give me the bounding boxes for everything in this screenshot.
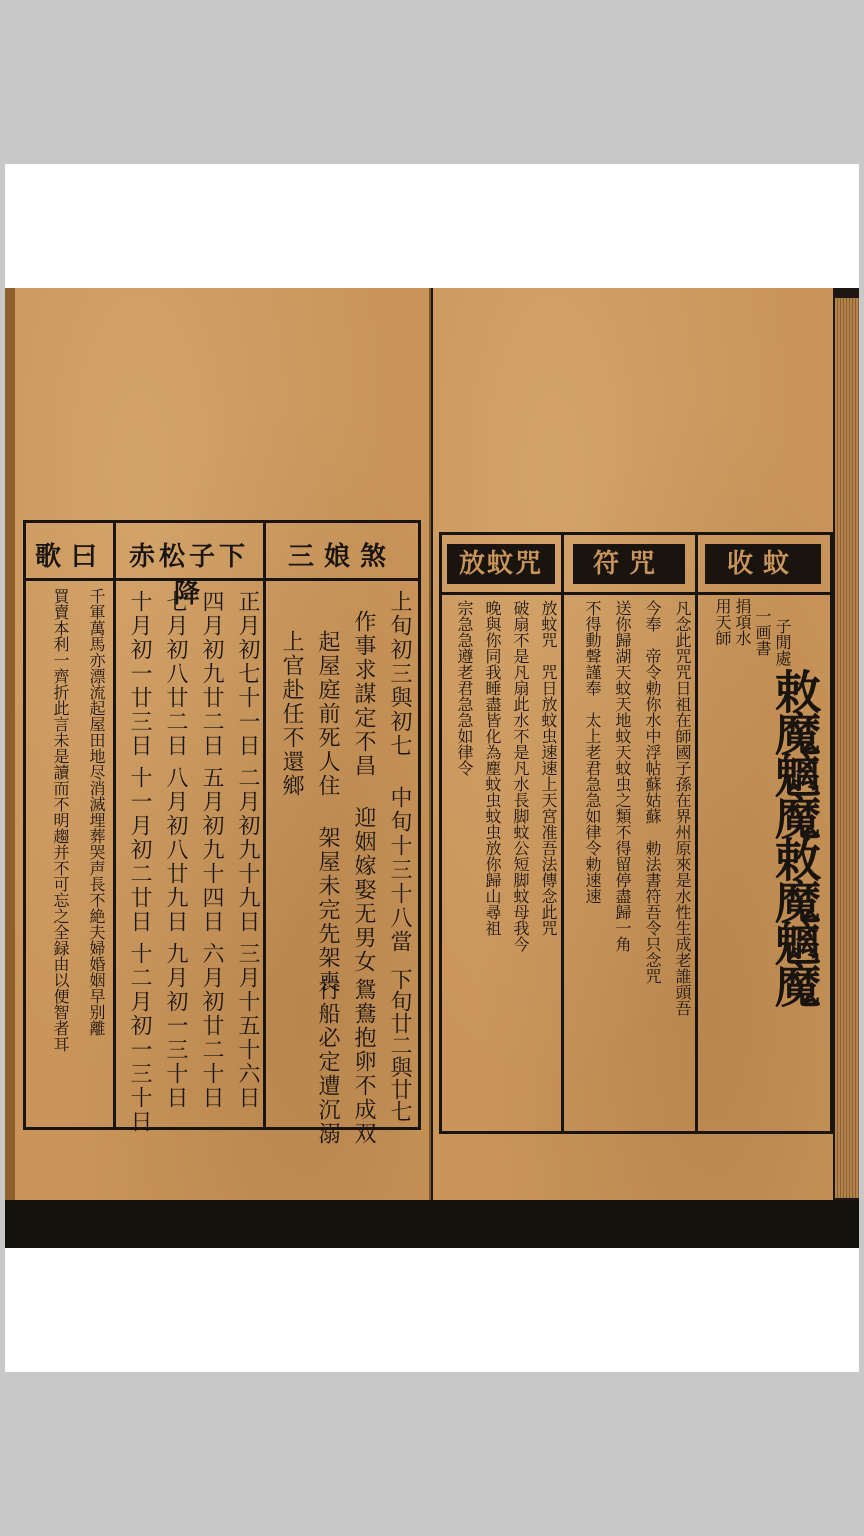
book-scan — [5, 288, 859, 1248]
talisman-note: 一画書 — [753, 608, 772, 656]
scan-shadow — [5, 1200, 859, 1248]
text-column: 破扇不是凡扇此水不是凡水長脚蚊公短脚蚊母我今 — [511, 600, 530, 952]
text-column: 作事求謀定不昌 — [351, 610, 376, 778]
talisman-area — [705, 598, 823, 1122]
text-column: 不得動聲謹奉 太上老君急急如律令勅速速 — [583, 600, 602, 904]
text-column: 千軍萬馬亦漂流起屋田地尽消滅埋葬哭声長不絶夫婦婚姻早别離 — [87, 588, 106, 1036]
text-column: 行船必定遭沉溺 — [315, 978, 340, 1146]
header-shouwen: 收蚊 — [705, 544, 821, 584]
bottom-margin — [5, 1248, 859, 1372]
text-column: 八月初八廿九日 — [163, 766, 188, 934]
text-column: 中旬十三十八當 — [387, 786, 412, 954]
text-column: 送你歸湖天蚊天地蚊天蚊虫之類不得留停盡歸一角 — [613, 600, 632, 952]
talisman-note: 用天師 — [713, 598, 732, 646]
text-column: 十二月初一三十日 — [127, 942, 152, 1134]
text-column: 下旬廿二與廿七 — [387, 968, 412, 1122]
header-song: 歌曰 — [34, 542, 107, 572]
text-column: 六月初廿二十日 — [199, 942, 224, 1110]
text-column: 鴛鴦抱卵不成双 — [351, 978, 376, 1146]
column-divider — [695, 532, 698, 1131]
talisman-glyphs: 敕魔魑魔敕魔魑魔 — [768, 668, 822, 1004]
text-column: 二月初九十九日 — [235, 766, 260, 934]
header-fuzhou: 符咒 — [573, 544, 685, 584]
text-column: 十一月初二廿日 — [127, 766, 152, 934]
text-column: 上官赴任不還鄉 — [279, 630, 304, 798]
top-margin — [5, 164, 859, 288]
song-text — [29, 588, 111, 1122]
header-sanniang: 三娘煞 — [287, 542, 396, 572]
column-divider — [113, 520, 116, 1127]
text-column: 今奉 帝令勅你水中浮帖蘇姑蘇 勅法書符吾令只念咒 — [643, 600, 662, 984]
talisman-note: 捐項水 — [733, 598, 752, 646]
text-column: 三月十五十六日 — [235, 942, 260, 1110]
text-column: 正月初七十一日 — [235, 590, 260, 758]
column-divider — [561, 532, 564, 1131]
text-column: 宗急急遵老君急急如律令 — [455, 600, 474, 776]
text-column: 凡念此咒咒日祖在師國子孫在界州原來是水性生成老誰頭吾 — [673, 600, 692, 1016]
text-column: 五月初九十四日 — [199, 766, 224, 934]
book-spine — [5, 288, 15, 1200]
page-edges — [835, 298, 859, 1198]
text-column: 迎姻嫁娶无男女 — [351, 806, 376, 974]
column-divider — [263, 520, 266, 1127]
text-column: 七月初八廿二日 — [163, 590, 188, 758]
fangwen-text — [445, 600, 557, 1124]
text-column: 上旬初三與初七 — [387, 590, 412, 758]
text-column: 架屋未完先架喪 — [315, 826, 340, 994]
text-column: 起屋庭前死人住 — [315, 630, 340, 798]
chisong-text — [119, 590, 260, 1134]
left-page — [15, 288, 431, 1200]
text-column: 買賣本利一齊折此言未是讀而不明趨并不可忘之全録由以便智者耳 — [51, 588, 70, 1052]
talisman-note: 子閒處 — [773, 618, 792, 666]
fuzhou-text — [569, 600, 691, 1124]
header-fangwen: 放蚊咒 — [447, 544, 555, 584]
sanniang-text — [269, 590, 412, 1146]
text-column: 十月初一廿三日 — [127, 590, 152, 758]
text-column: 九月初一三十日 — [163, 942, 188, 1110]
header-chisong: 赤松子下降 — [128, 542, 249, 609]
right-page — [433, 288, 833, 1200]
text-column: 四月初九廿二日 — [199, 590, 224, 758]
text-column: 晚與你同我睡盡皆化為塵蚊虫蚊虫放你歸山尋祖 — [483, 600, 502, 936]
text-column: 放蚊咒 咒日放蚊虫速速上天宮准吾法傳念此咒 — [539, 600, 558, 936]
header-rule — [439, 592, 830, 595]
